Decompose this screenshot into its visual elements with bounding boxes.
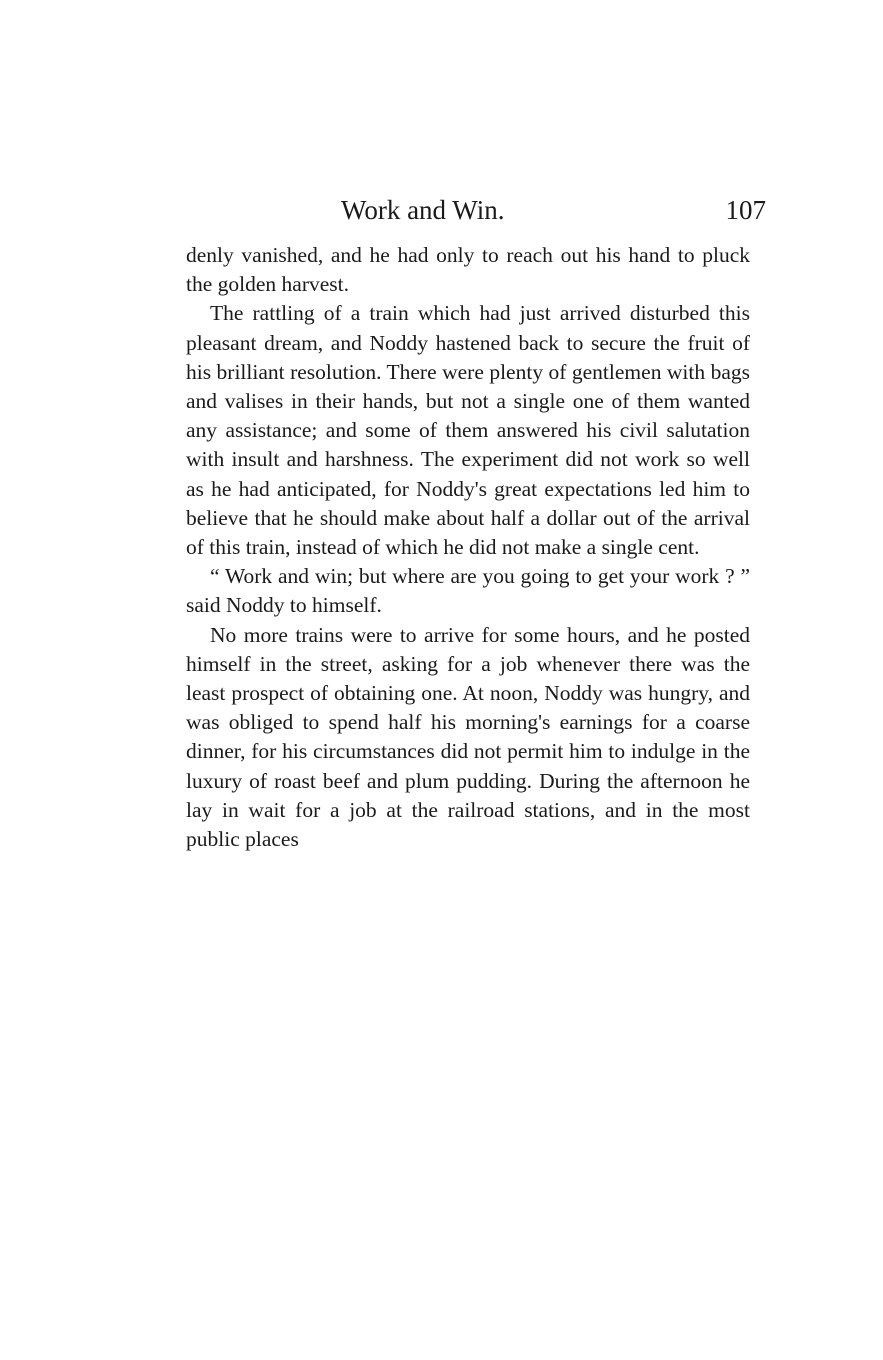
paragraph: No more trains were to arrive for some hours, and he posted himself in the street, asking for a job whenever there was the least prospect of obtaining one. At noon, Noddy was hungry, and was obliged to spend half his morning's earnings for a coarse dinner, for his circumstances did not permit him to indulge in the luxury of roast beef and plum pudding. During the afternoon he lay in wait for a job at the railroad stations, and in the most public places: [186, 622, 750, 852]
body-text: [186, 241, 750, 854]
page-number: 107: [725, 195, 766, 225]
running-title: Work and Win.: [341, 195, 505, 225]
paragraph: The rattling of a train which had just arrived disturbed this pleasant dream, and Noddy hastened back to secure the fruit of his brilliant resolution. There were plenty of gentlemen with bags and valises in their hands, but not a single one of them wanted any assistance; and some of them answered his civil salutation with insult and harshness. The experiment did not work so well as he had anticipated, for Noddy's great expectations led him to believe that he should make about half a dollar out of the arrival of this train, instead of which he did not make a single cent.: [186, 301, 750, 560]
paragraph: denly vanished, and he had only to reach out his hand to pluck the golden harvest.: [186, 243, 750, 297]
paragraph: “ Work and win; but where are you going to get your work ? ” said Noddy to himself.: [186, 564, 750, 618]
page-header: [186, 195, 766, 231]
